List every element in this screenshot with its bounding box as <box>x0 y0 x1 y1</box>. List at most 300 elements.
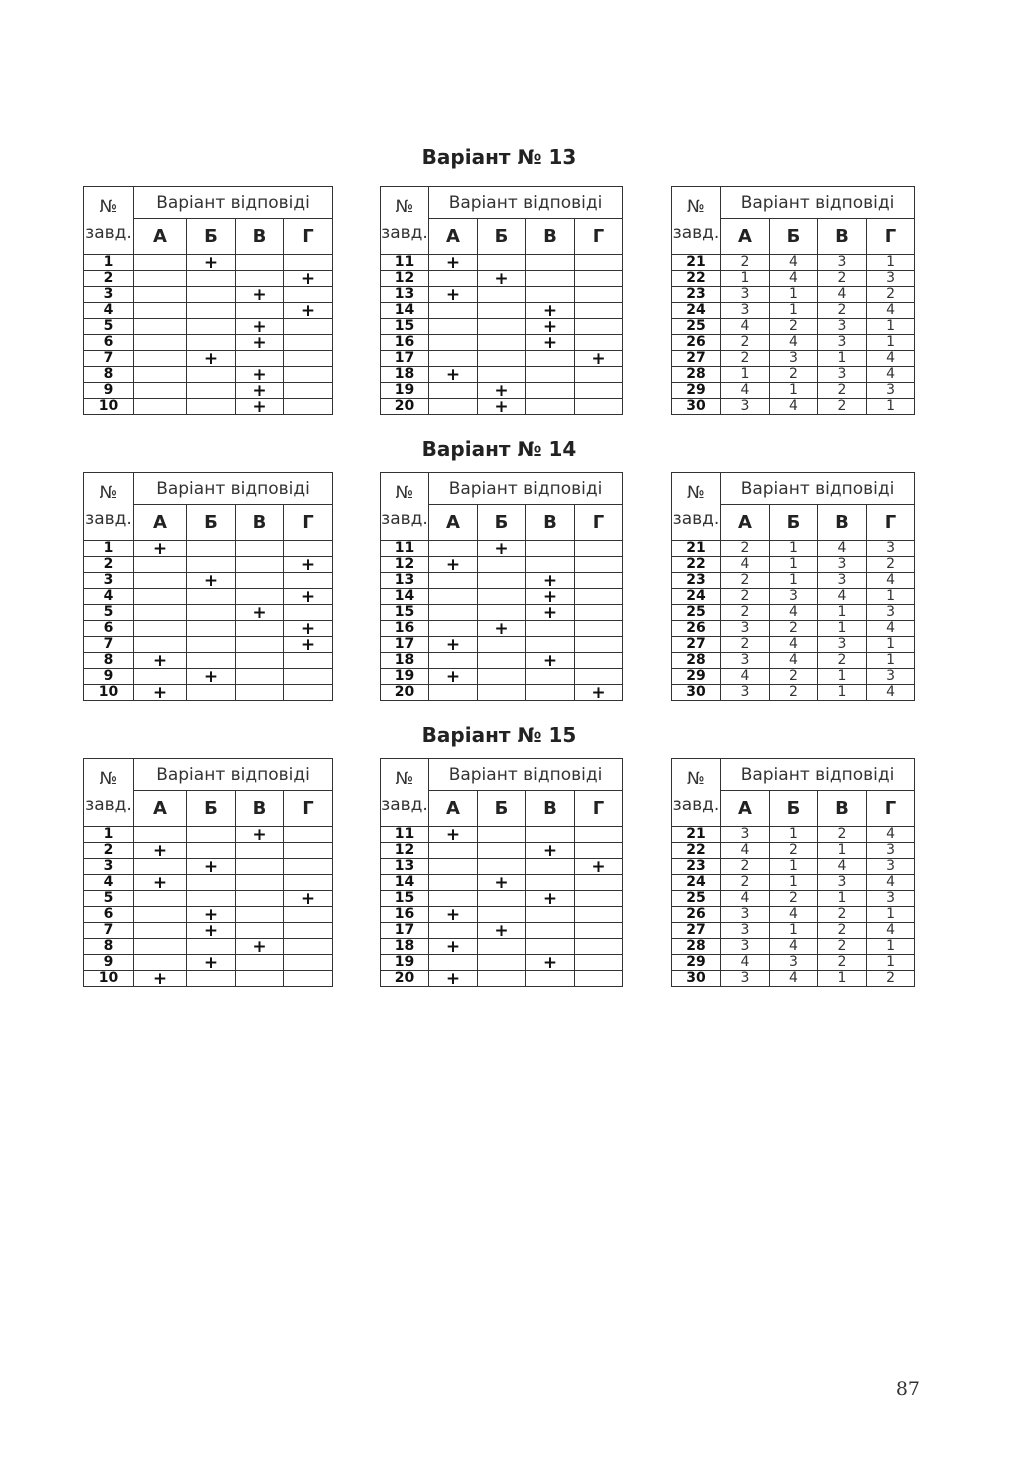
answer-cell <box>134 605 187 621</box>
match-value: 2 <box>721 589 770 605</box>
answer-mark: + <box>300 620 316 637</box>
answer-cell <box>478 653 526 669</box>
match-value: 3 <box>770 955 818 971</box>
task-number: 12 <box>381 271 429 287</box>
answer-cell <box>575 541 623 557</box>
answer-cell <box>575 685 623 701</box>
answer-cell <box>284 891 333 907</box>
task-number: 12 <box>381 557 429 573</box>
answer-mark: + <box>445 906 461 923</box>
match-value: 4 <box>867 573 915 589</box>
answer-cell <box>478 827 526 843</box>
answer-cell <box>478 335 526 351</box>
answer-cell <box>187 891 236 907</box>
answer-mark: + <box>542 890 558 907</box>
match-value: 1 <box>867 255 915 271</box>
task-number: 15 <box>381 605 429 621</box>
answer-cell <box>429 573 478 589</box>
table-row <box>84 399 333 415</box>
match-value: 1 <box>867 399 915 415</box>
task-number: 20 <box>381 685 429 701</box>
match-value: 1 <box>818 621 867 637</box>
answer-cell <box>284 589 333 605</box>
number-sign: № <box>687 768 705 789</box>
table-row <box>672 859 915 875</box>
match-value: 2 <box>770 367 818 383</box>
answer-cell <box>526 573 575 589</box>
match-value: 3 <box>721 907 770 923</box>
answer-cell <box>526 335 575 351</box>
answer-mark: + <box>494 922 509 939</box>
table-row <box>84 367 333 383</box>
task-number: 11 <box>381 827 429 843</box>
answer-mark: + <box>445 636 461 653</box>
answer-cell <box>478 685 526 701</box>
answer-cell <box>526 923 575 939</box>
option-letter-header: А <box>134 219 187 255</box>
answer-cell <box>575 955 623 971</box>
table-row <box>381 271 623 287</box>
header-row <box>381 187 623 219</box>
task-number: 1 <box>84 827 134 843</box>
table-row <box>672 939 915 955</box>
match-value: 4 <box>721 843 770 859</box>
answer-mark: + <box>300 556 316 573</box>
task-number: 18 <box>381 939 429 955</box>
answer-cell <box>429 335 478 351</box>
option-letter-header: В <box>236 219 284 255</box>
task-number-header <box>84 187 134 255</box>
answer-cell <box>134 621 187 637</box>
task-number: 12 <box>381 843 429 859</box>
option-letter-header: В <box>818 791 867 827</box>
answer-cell <box>429 303 478 319</box>
match-value: 4 <box>721 319 770 335</box>
answer-mark: + <box>494 874 509 891</box>
match-value: 3 <box>721 939 770 955</box>
match-value: 1 <box>818 843 867 859</box>
answer-cell <box>526 939 575 955</box>
table-row <box>672 319 915 335</box>
answer-mark: + <box>494 540 509 557</box>
answer-cell <box>284 605 333 621</box>
match-value: 4 <box>770 399 818 415</box>
table-row <box>672 557 915 573</box>
answer-cell <box>478 891 526 907</box>
answer-cell <box>575 605 623 621</box>
option-letter-header: В <box>818 505 867 541</box>
option-letter-header: Б <box>478 219 526 255</box>
number-sign: № <box>99 196 118 217</box>
answer-cell <box>478 541 526 557</box>
option-letter-header: А <box>721 219 770 255</box>
table-row <box>84 939 333 955</box>
answer-mark: + <box>203 572 219 589</box>
match-value: 1 <box>867 637 915 653</box>
answer-mark: + <box>252 318 267 335</box>
option-letter-header: А <box>429 791 478 827</box>
task-abbrev: завд. <box>85 508 132 529</box>
answer-mark: + <box>494 398 509 415</box>
match-value: 1 <box>867 939 915 955</box>
answer-cell <box>575 319 623 335</box>
table-row <box>381 907 623 923</box>
answer-cell <box>526 653 575 669</box>
task-abbrev: завд. <box>672 222 720 243</box>
task-number: 26 <box>672 907 721 923</box>
table-row <box>381 971 623 987</box>
match-value: 4 <box>721 955 770 971</box>
answer-cell <box>575 271 623 287</box>
answer-cell <box>187 557 236 573</box>
option-letter-header: А <box>721 791 770 827</box>
task-number: 2 <box>84 271 134 287</box>
number-sign: № <box>99 768 118 789</box>
answer-cell <box>575 557 623 573</box>
match-value: 3 <box>721 653 770 669</box>
answer-cell <box>236 891 284 907</box>
task-number: 5 <box>84 319 134 335</box>
answer-cell <box>134 923 187 939</box>
task-number: 18 <box>381 653 429 669</box>
answer-mark: + <box>252 938 267 955</box>
answer-mark: + <box>203 254 219 271</box>
answer-cell <box>429 939 478 955</box>
answer-cell <box>478 589 526 605</box>
answer-cell <box>187 685 236 701</box>
match-value: 2 <box>818 939 867 955</box>
option-letter-header: Г <box>867 505 915 541</box>
answer-cell <box>575 907 623 923</box>
task-abbrev: завд. <box>381 508 428 529</box>
answer-cell <box>284 685 333 701</box>
table-row <box>672 875 915 891</box>
answer-mark: + <box>445 826 461 843</box>
task-number: 28 <box>672 939 721 955</box>
answer-options-header: Варіант відповіді <box>134 473 333 505</box>
match-value: 2 <box>770 685 818 701</box>
table-row <box>672 589 915 605</box>
match-value: 1 <box>770 541 818 557</box>
answer-cell <box>478 287 526 303</box>
answer-cell <box>478 303 526 319</box>
answer-cell <box>134 827 187 843</box>
answer-cell <box>187 287 236 303</box>
answer-cell <box>284 907 333 923</box>
table-row <box>672 827 915 843</box>
answer-cell <box>236 367 284 383</box>
page-number: 87 <box>895 1378 920 1400</box>
table-row <box>672 621 915 637</box>
answer-options-header: Варіант відповіді <box>429 187 623 219</box>
answer-cell <box>429 589 478 605</box>
answer-cell <box>284 271 333 287</box>
answer-cell <box>429 907 478 923</box>
match-value: 2 <box>721 637 770 653</box>
match-value: 2 <box>721 335 770 351</box>
answer-cell <box>236 653 284 669</box>
task-number: 14 <box>381 303 429 319</box>
table-row <box>84 955 333 971</box>
answer-mark: + <box>152 540 168 557</box>
option-letter-header: Б <box>478 505 526 541</box>
task-number: 19 <box>381 955 429 971</box>
task-abbrev: завд. <box>381 222 428 243</box>
answer-cell <box>284 351 333 367</box>
answer-cell <box>429 557 478 573</box>
task-number: 23 <box>672 573 721 589</box>
match-value: 4 <box>867 367 915 383</box>
answer-cell <box>236 573 284 589</box>
option-letter-header: В <box>526 791 575 827</box>
table-row <box>381 367 623 383</box>
table-row <box>381 351 623 367</box>
answer-mark: + <box>591 858 606 875</box>
task-number: 15 <box>381 319 429 335</box>
task-abbrev: завд. <box>85 794 132 815</box>
answer-cell <box>526 541 575 557</box>
match-value: 4 <box>818 541 867 557</box>
match-value: 2 <box>818 827 867 843</box>
answer-cell <box>429 653 478 669</box>
task-number: 4 <box>84 303 134 319</box>
answer-table <box>671 186 915 415</box>
answer-table <box>380 758 623 987</box>
answer-cell <box>187 669 236 685</box>
answer-cell <box>187 589 236 605</box>
answer-cell <box>134 255 187 271</box>
variant-title: Варіант № 15 <box>421 723 577 747</box>
answer-cell <box>134 907 187 923</box>
answer-cell <box>187 573 236 589</box>
answer-mark: + <box>591 684 606 701</box>
answer-mark: + <box>445 254 461 271</box>
answer-cell <box>284 939 333 955</box>
answer-cell <box>526 637 575 653</box>
answer-cell <box>236 621 284 637</box>
answer-mark: + <box>445 556 461 573</box>
answer-cell <box>134 287 187 303</box>
table-row <box>381 335 623 351</box>
answer-cell <box>429 541 478 557</box>
task-number: 3 <box>84 573 134 589</box>
table-row <box>672 399 915 415</box>
task-number: 8 <box>84 653 134 669</box>
number-sign: № <box>395 196 414 217</box>
table-row <box>84 255 333 271</box>
answer-cell <box>284 335 333 351</box>
answer-cell <box>134 303 187 319</box>
table-row <box>381 287 623 303</box>
answer-cell <box>575 351 623 367</box>
answer-options-header: Варіант відповіді <box>134 759 333 791</box>
option-letter-header: А <box>134 505 187 541</box>
task-number-header <box>381 759 429 827</box>
table-row <box>381 827 623 843</box>
table-row <box>84 573 333 589</box>
match-value: 1 <box>770 827 818 843</box>
match-value: 2 <box>818 383 867 399</box>
task-number: 7 <box>84 637 134 653</box>
answer-mark: + <box>203 954 219 971</box>
table-row <box>381 637 623 653</box>
answer-cell <box>575 637 623 653</box>
match-value: 3 <box>867 383 915 399</box>
answer-cell <box>429 843 478 859</box>
match-value: 1 <box>770 557 818 573</box>
match-value: 4 <box>770 907 818 923</box>
answer-cell <box>236 923 284 939</box>
match-value: 2 <box>770 891 818 907</box>
match-value: 3 <box>721 827 770 843</box>
match-value: 3 <box>818 367 867 383</box>
option-letter-header: А <box>429 219 478 255</box>
task-number-header <box>84 759 134 827</box>
match-value: 2 <box>721 255 770 271</box>
answer-cell <box>478 319 526 335</box>
table-row <box>84 303 333 319</box>
answer-cell <box>429 605 478 621</box>
answer-cell <box>236 589 284 605</box>
table-row <box>381 939 623 955</box>
option-letter-header: Г <box>867 219 915 255</box>
answer-cell <box>478 843 526 859</box>
answer-cell <box>284 303 333 319</box>
option-letter-header: В <box>526 219 575 255</box>
answer-cell <box>575 303 623 319</box>
task-number: 7 <box>84 351 134 367</box>
answer-cell <box>575 335 623 351</box>
match-value: 4 <box>770 971 818 987</box>
answer-mark: + <box>542 572 558 589</box>
table-row <box>84 621 333 637</box>
match-value: 1 <box>818 971 867 987</box>
answer-cell <box>134 557 187 573</box>
number-sign: № <box>99 482 118 503</box>
match-value: 4 <box>818 287 867 303</box>
answer-mark: + <box>300 270 316 287</box>
answer-options-header: Варіант відповіді <box>721 759 915 791</box>
answer-cell <box>284 859 333 875</box>
answer-cell <box>236 255 284 271</box>
match-value: 2 <box>818 923 867 939</box>
answer-cell <box>526 367 575 383</box>
answer-cell <box>478 669 526 685</box>
task-number-header <box>672 473 721 541</box>
answer-cell <box>284 955 333 971</box>
answer-mark: + <box>203 858 219 875</box>
table-row <box>84 541 333 557</box>
match-value: 2 <box>770 669 818 685</box>
header-row <box>84 759 333 791</box>
answer-cell <box>236 939 284 955</box>
answer-cell <box>429 669 478 685</box>
table-row <box>84 653 333 669</box>
task-number: 9 <box>84 383 134 399</box>
answer-options-header: Варіант відповіді <box>721 187 915 219</box>
answer-cell <box>134 685 187 701</box>
answer-mark: + <box>445 970 461 987</box>
match-value: 1 <box>770 303 818 319</box>
answer-cell <box>284 621 333 637</box>
match-value: 4 <box>818 859 867 875</box>
option-letter-header: А <box>134 791 187 827</box>
answer-cell <box>429 351 478 367</box>
task-number: 26 <box>672 335 721 351</box>
answer-cell <box>134 319 187 335</box>
match-value: 1 <box>770 875 818 891</box>
number-sign: № <box>687 196 705 217</box>
task-number: 8 <box>84 939 134 955</box>
answer-cell <box>478 605 526 621</box>
answer-mark: + <box>445 366 461 383</box>
answer-cell <box>284 637 333 653</box>
answer-cell <box>478 907 526 923</box>
task-number: 6 <box>84 335 134 351</box>
answer-cell <box>526 399 575 415</box>
table-row <box>672 891 915 907</box>
task-number: 27 <box>672 351 721 367</box>
answer-cell <box>134 573 187 589</box>
match-value: 4 <box>867 875 915 891</box>
table-row <box>84 907 333 923</box>
task-number: 19 <box>381 669 429 685</box>
answer-cell <box>187 827 236 843</box>
task-number: 17 <box>381 923 429 939</box>
task-number: 4 <box>84 589 134 605</box>
match-value: 1 <box>721 367 770 383</box>
match-value: 1 <box>770 923 818 939</box>
answer-mark: + <box>542 302 558 319</box>
match-value: 4 <box>770 271 818 287</box>
task-number: 24 <box>672 303 721 319</box>
answer-cell <box>478 271 526 287</box>
answer-cell <box>284 399 333 415</box>
answer-cell <box>429 271 478 287</box>
match-value: 4 <box>770 939 818 955</box>
option-letter-header: Б <box>187 219 236 255</box>
answer-cell <box>575 859 623 875</box>
answer-cell <box>134 971 187 987</box>
task-number: 24 <box>672 589 721 605</box>
answer-mark: + <box>445 938 461 955</box>
answer-cell <box>134 271 187 287</box>
match-value: 4 <box>867 685 915 701</box>
answer-table <box>671 758 915 987</box>
answer-cell <box>526 287 575 303</box>
match-value: 1 <box>770 287 818 303</box>
match-value: 3 <box>721 287 770 303</box>
match-value: 1 <box>867 955 915 971</box>
answer-cell <box>526 303 575 319</box>
answer-cell <box>575 573 623 589</box>
match-value: 3 <box>770 351 818 367</box>
answer-mark: + <box>445 286 461 303</box>
task-number: 30 <box>672 971 721 987</box>
answer-cell <box>575 843 623 859</box>
table-row <box>672 573 915 589</box>
answer-cell <box>429 891 478 907</box>
answer-cell <box>478 955 526 971</box>
answer-cell <box>429 955 478 971</box>
answer-cell <box>134 939 187 955</box>
match-value: 2 <box>721 541 770 557</box>
table-row <box>84 685 333 701</box>
task-number: 13 <box>381 859 429 875</box>
answer-cell <box>134 955 187 971</box>
answer-cell <box>284 827 333 843</box>
answer-cell <box>134 669 187 685</box>
